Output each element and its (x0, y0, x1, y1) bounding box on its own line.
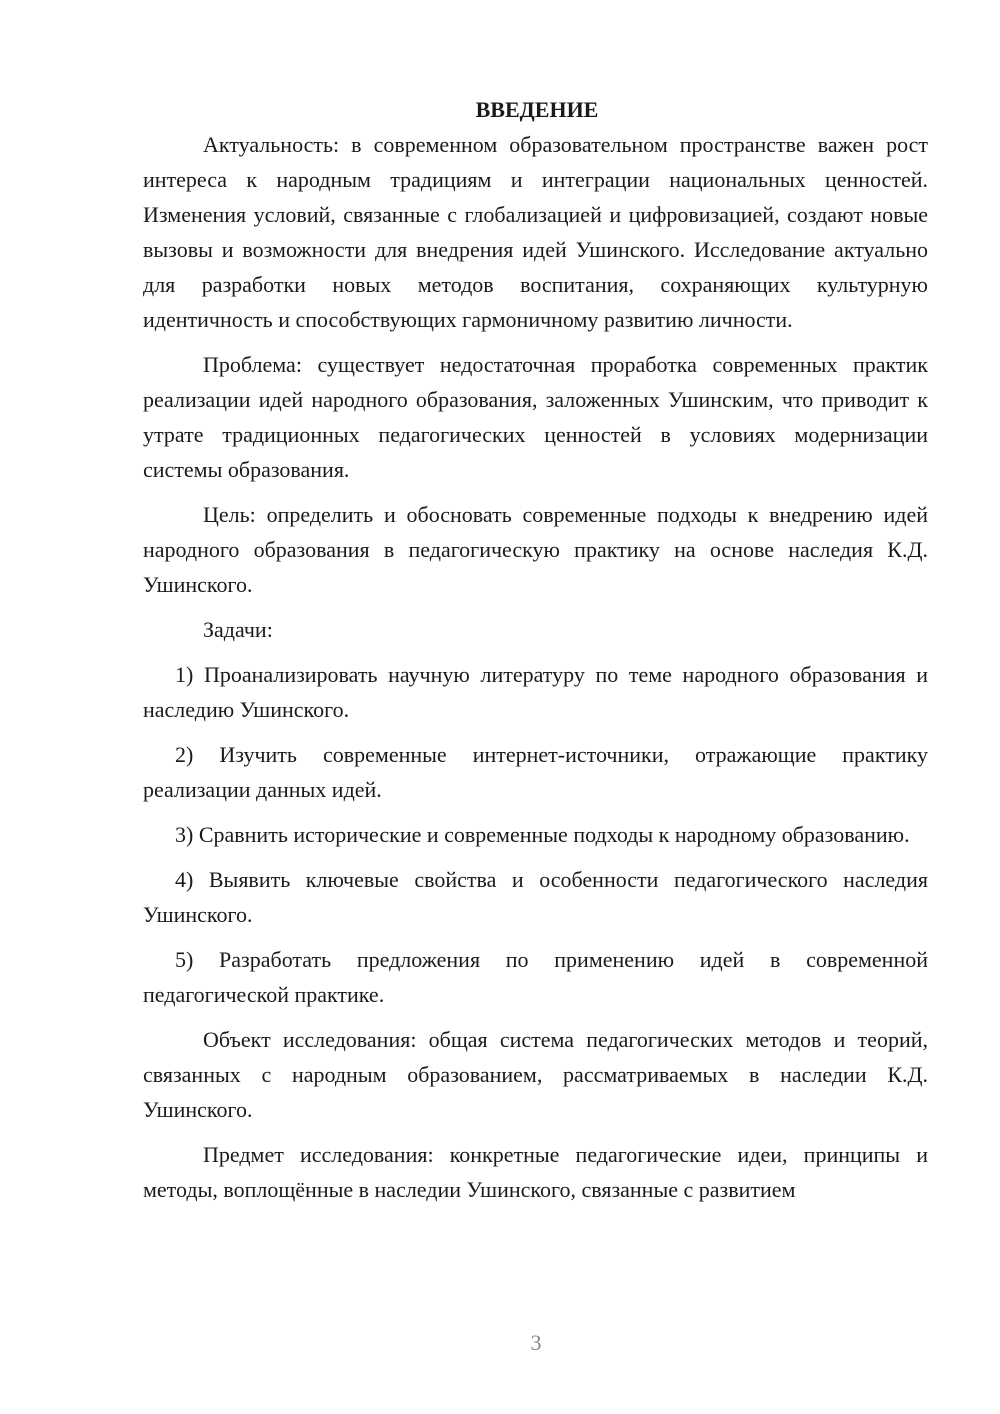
tasks-label: Задачи: (203, 617, 273, 642)
task-item-4: 4) Выявить ключевые свойства и особенности педагогического наследия Ушинского. (143, 867, 928, 927)
tasks-list (143, 657, 928, 1012)
task-item-1: 1) Проанализировать научную литературу по теме народного образования и наследию Ушинского. (143, 662, 928, 722)
document-page (143, 92, 928, 1207)
task-item-2: 2) Изучить современные интернет-источники, отражающие практику реализации данных идей. (143, 742, 928, 802)
subject-paragraph: Предмет исследования: конкретные педагогические идеи, принципы и методы, воплощённые в наследии Ушинского, связанные с развитием (143, 1142, 928, 1202)
section-heading: ВВЕДЕНИЕ (475, 97, 599, 122)
task-item-5: 5) Разработать предложения по применению идей в современной педагогической практике. (143, 947, 928, 1007)
problem-paragraph: Проблема: существует недостаточная проработка современных практик реализации идей народного образования, заложенных Ушинским, что приводит к утрате традиционных педагогических ценностей в условиях модернизации системы образования. (143, 352, 928, 482)
goal-paragraph: Цель: определить и обосновать современные подходы к внедрению идей народного образования в педагогическую практику на основе наследия К.Д. Ушинского. (143, 502, 928, 597)
relevance-paragraph: Актуальность: в современном образовательном пространстве важен рост интереса к народным традициям и интеграции национальных ценностей. Изменения условий, связанные с глобализацией и цифровизацией, создают новые вызовы и возможности для внедрения идей Ушинского. Исследование актуально для разработки новых методов воспитания, сохраняющих культурную идентичность и способствующих гармоничному развитию личности. (143, 132, 928, 332)
task-item-3: 3) Сравнить исторические и современные подходы к народному образованию. (175, 822, 910, 847)
page-number: 3 (530, 1330, 542, 1355)
object-paragraph: Объект исследования: общая система педагогических методов и теорий, связанных с народным образованием, рассматриваемых в наследии К.Д. Ушинского. (143, 1027, 928, 1122)
